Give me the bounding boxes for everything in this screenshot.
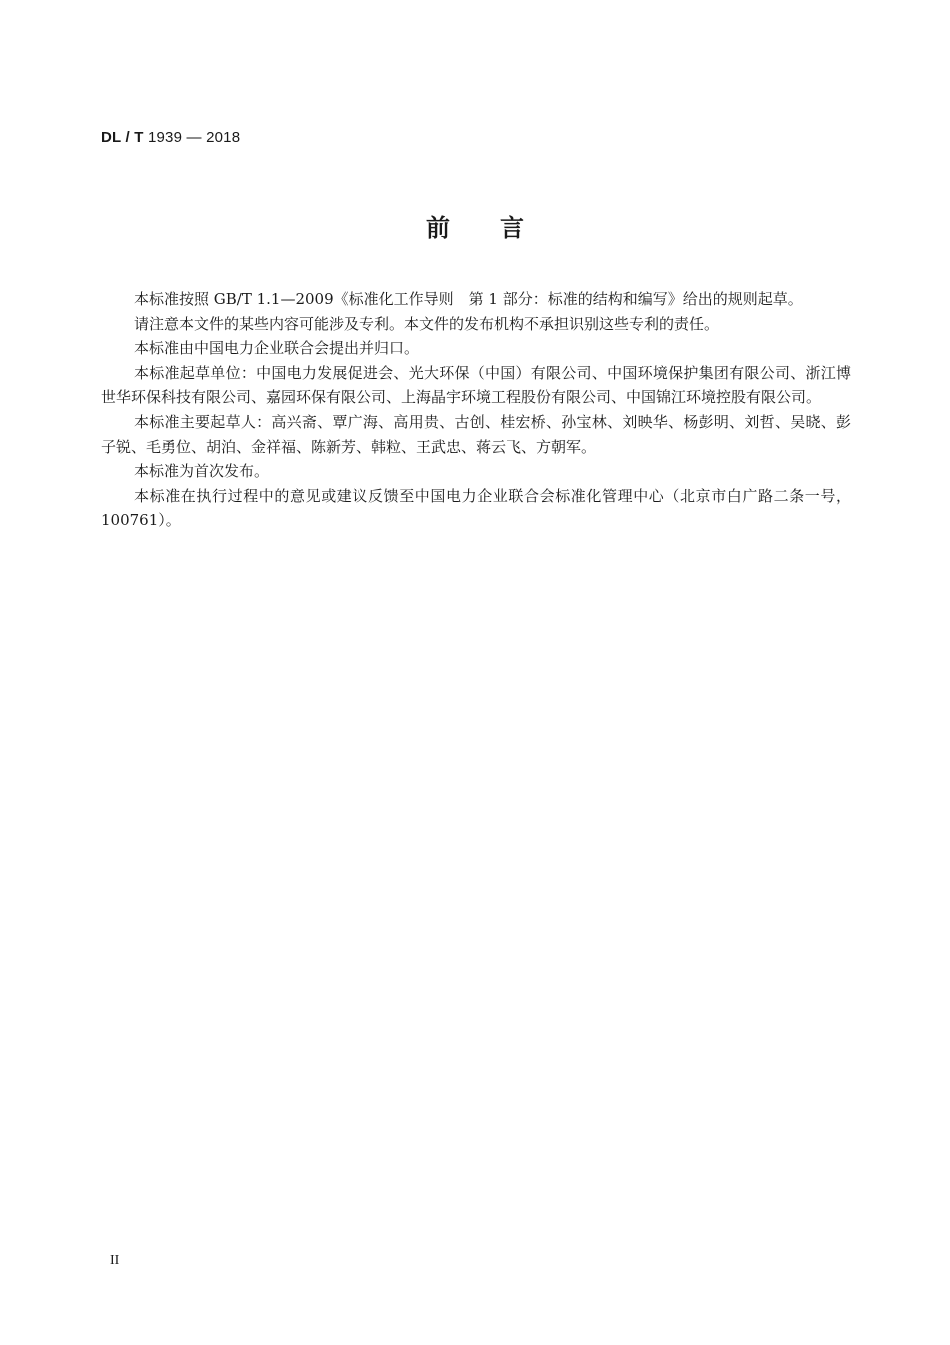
foreword-body: [101, 287, 851, 533]
paragraph-feedback: 本标准在执行过程中的意见或建议反馈至中国电力企业联合会标准化管理中心（北京市白广路二条一号，100761）。: [101, 486, 851, 530]
paragraph-drafting-rules: 本标准按照 GB/T 1.1—2009《标准化工作导则 第 1 部分：标准的结构和编写》给出的规则起草。: [134, 290, 803, 308]
page-number: II: [110, 1253, 120, 1268]
paragraph-drafting-units: 本标准起草单位：中国电力发展促进会、光大环保（中国）有限公司、中国环境保护集团有限公司、浙江博世华环保科技有限公司、嘉园环保有限公司、上海晶宇环境工程股份有限公司、中国锦江环境控股有限公司。: [101, 363, 851, 407]
document-code: [101, 129, 240, 146]
page-title: 前言: [426, 214, 574, 242]
paragraph-patent-notice: 请注意本文件的某些内容可能涉及专利。本文件的发布机构不承担识别这些专利的责任。: [134, 314, 720, 333]
paragraph-first-release: 本标准为首次发布。: [134, 462, 270, 481]
document-code-prefix: DL / T: [101, 129, 144, 146]
paragraph-proposer: 本标准由中国电力企业联合会提出并归口。: [134, 339, 420, 358]
document-code-number: 1939 — 2018: [143, 129, 241, 146]
paragraph-drafters: 本标准主要起草人：高兴斋、覃广海、高用贵、古创、桂宏桥、孙宝林、刘映华、杨彭明、刘哲、吴晓、彭子锐、毛勇位、胡泊、金祥福、陈新芳、韩粒、王武忠、蒋云飞、方朝军。: [101, 412, 851, 456]
